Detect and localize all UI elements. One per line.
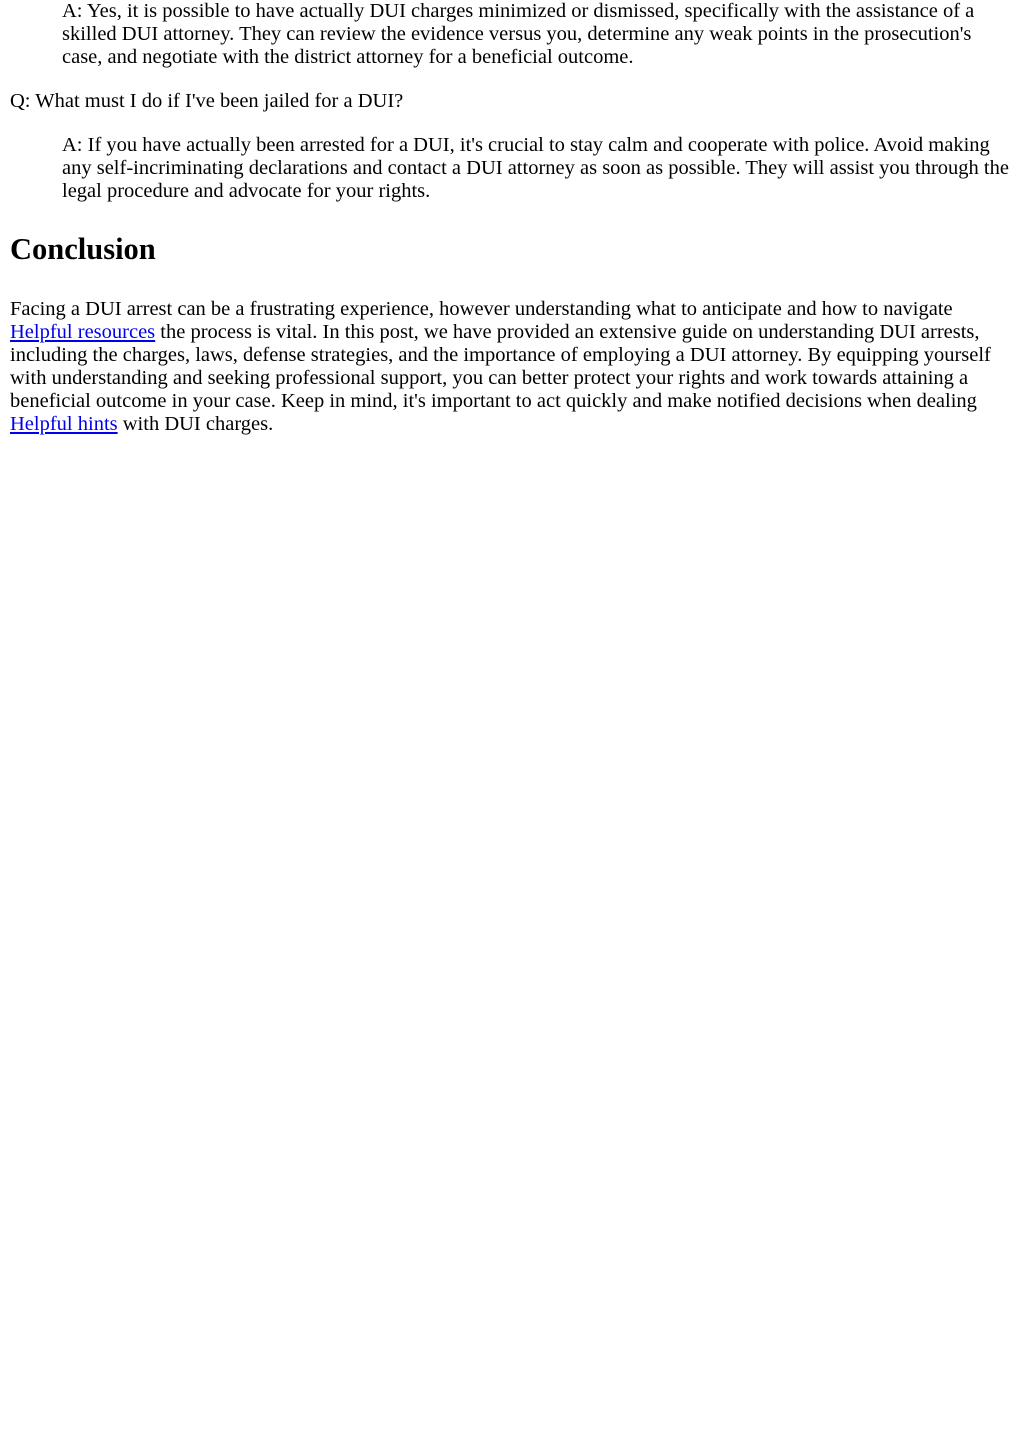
conclusion-text: Facing a DUI arrest can be a frustrating experience, however understanding what to anticipate and how to navigate: [10, 298, 953, 320]
faq-answer: A: If you have actually been arrested for a DUI, it's crucial to stay calm and cooperate with police. Avoid making any self-incriminating declarations and contact a DUI attorney as soon as possible. They will assist you through the legal procedure and advocate for your rights.: [62, 134, 1009, 202]
faq-answer: A: Yes, it is possible to have actually DUI charges minimized or dismissed, specifically with the assistance of a skilled DUI attorney. They can review the evidence versus you, determine any weak points in the prosecution's case, and negotiate with the district attorney for a beneficial outcome.: [62, 0, 975, 68]
article-page: [0, 0, 1024, 436]
conclusion-heading: Conclusion: [10, 232, 156, 266]
conclusion-text: the process is vital. In this post, we have provided an extensive guide on understanding DUI arrests, including the charges, laws, defense strategies, and the importance of employing a DUI attorney. By equipping yourself with understanding and seeking professional support, you can better protect your rights and work towards attaining a beneficial outcome in your case. Keep in mind, it's important to act quickly and make notified decisions when dealing: [10, 321, 991, 412]
helpful-resources-link[interactable]: Helpful resources: [10, 321, 156, 343]
conclusion-text: with DUI charges.: [117, 413, 274, 435]
faq-question: Q: What must I do if I've been jailed for a DUI?: [10, 90, 404, 112]
helpful-hints-link[interactable]: Helpful hints: [10, 413, 118, 435]
conclusion-paragraph: [10, 298, 1014, 436]
